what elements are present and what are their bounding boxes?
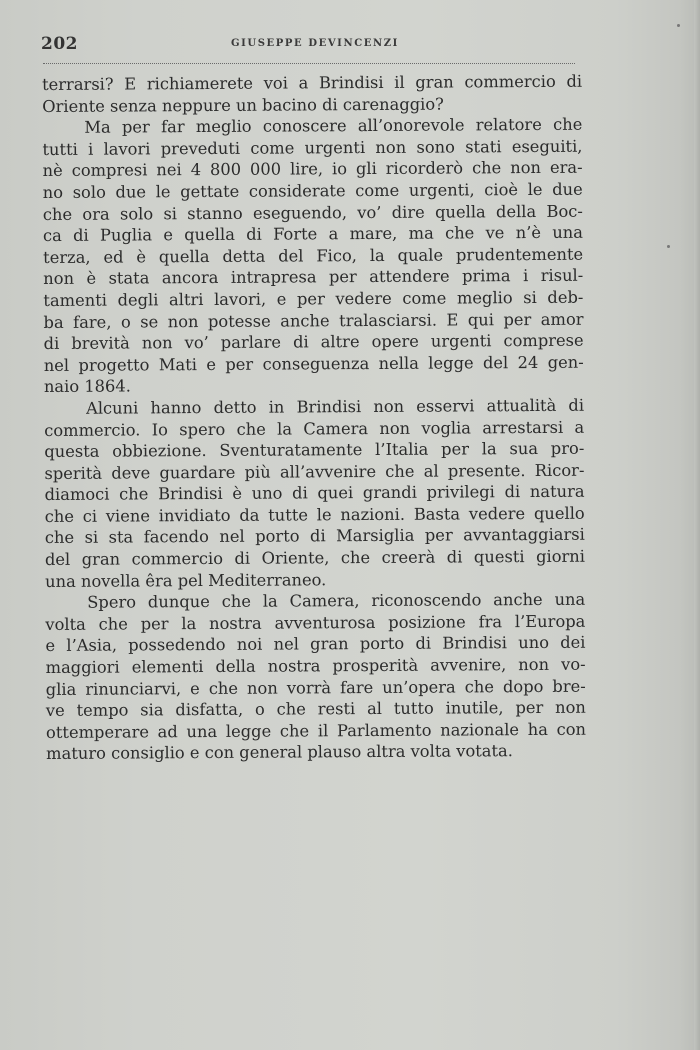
text-line: no solo due le gettate considerate come urgenti, cioè le due — [42, 179, 583, 202]
text-line: maturo consiglio e con general plauso altra volta votata. — [46, 741, 513, 764]
text-line: glia rinunciarvi, e che non vorrà fare un’opera che dopo bre- — [45, 676, 586, 699]
text-line: sperità deve guardare più all’avvenire che al presente. Ricor- — [44, 460, 585, 483]
paper-speck — [667, 245, 670, 248]
running-head: GIUSEPPE DEVINCENZI — [231, 38, 399, 49]
text-line: ca di Puglia e quella di Forte a mare, ma che ve n’è una — [42, 222, 584, 246]
text-line: terza, ed è quella detta del Fico, la quale prudentemente — [43, 244, 584, 267]
paragraph — [45, 589, 586, 765]
text-line: terrarsi? E richiamerete voi a Brindisi il gran commercio di — [42, 71, 583, 94]
text-line: ve tempo sia disfatta, o che resti al tutto inutile, per non — [45, 697, 586, 721]
text-line: Ma per far meglio conoscere all’onorevole relatore che — [84, 114, 583, 137]
text-line: nè compresi nei 4 800 000 lire, io gli ricorderò che non era- — [42, 158, 583, 181]
text-line: Alcuni hanno detto in Brindisi non esservi attualità di — [85, 395, 585, 418]
header-rule — [43, 63, 575, 64]
text-line: Spero dunque che la Camera, riconoscendo anche una — [87, 589, 586, 612]
paragraph — [42, 114, 584, 398]
text-line: diamoci che Brindisi è uno di quei grandi privilegi di natura — [44, 481, 585, 505]
text-line: maggiori elementi della nostra prosperità avvenire, non vo- — [45, 654, 586, 678]
text-line: ba fare, o se non potesse anche tralasciarsi. E qui per amor — [43, 309, 584, 332]
text-line: tutti i lavori preveduti come urgenti non sono stati eseguiti, — [42, 136, 583, 159]
text-line: naio 1864. — [43, 376, 131, 397]
text-line: che ci viene invidiato da tutte le nazioni. Basta vedere quello — [44, 503, 585, 526]
text-line: che ora solo si stanno eseguendo, vo’ dire quella della Boc- — [42, 201, 583, 224]
paragraph — [42, 71, 582, 117]
paper-speck — [677, 24, 680, 27]
text-line: volta che per la nostra avventurosa posizione fra l’Europa — [45, 611, 586, 634]
text-line: e l’Asia, possedendo noi nel gran porto di Brindisi uno dei — [45, 633, 586, 656]
text-line: una novella êra pel Mediterraneo. — [45, 569, 327, 591]
text-line: ottemperare ad una legge che il Parlamento nazionale ha con — [45, 719, 587, 742]
text-line: non è stata ancora intrapresa per attendere prima i risul- — [43, 266, 584, 289]
text-line: di brevità non vo’ parlare di altre opere urgenti comprese — [43, 330, 584, 354]
text-line: Oriente senza neppure un bacino di carenaggio? — [42, 94, 444, 116]
page-edge — [694, 0, 700, 1050]
text-line: nel progetto Mati e per conseguenza nella legge del 24 gen- — [43, 352, 584, 375]
page-number: 202 — [41, 34, 78, 54]
text-line: questa obbiezione. Sventuratamente l’Italia per la sua pro- — [44, 438, 585, 462]
text-line: del gran commercio di Oriente, che creerà di questi giorni — [44, 546, 586, 570]
text-line: tamenti degli altri lavori, e per vedere come meglio si deb- — [43, 287, 584, 310]
body-text — [42, 71, 586, 765]
text-line: commercio. Io spero che la Camera non voglia arrestarsi a — [44, 417, 585, 440]
page-header — [41, 34, 576, 58]
paragraph — [44, 395, 585, 593]
text-line: che si sta facendo nel porto di Marsiglia per avvantaggiarsi — [44, 525, 585, 548]
